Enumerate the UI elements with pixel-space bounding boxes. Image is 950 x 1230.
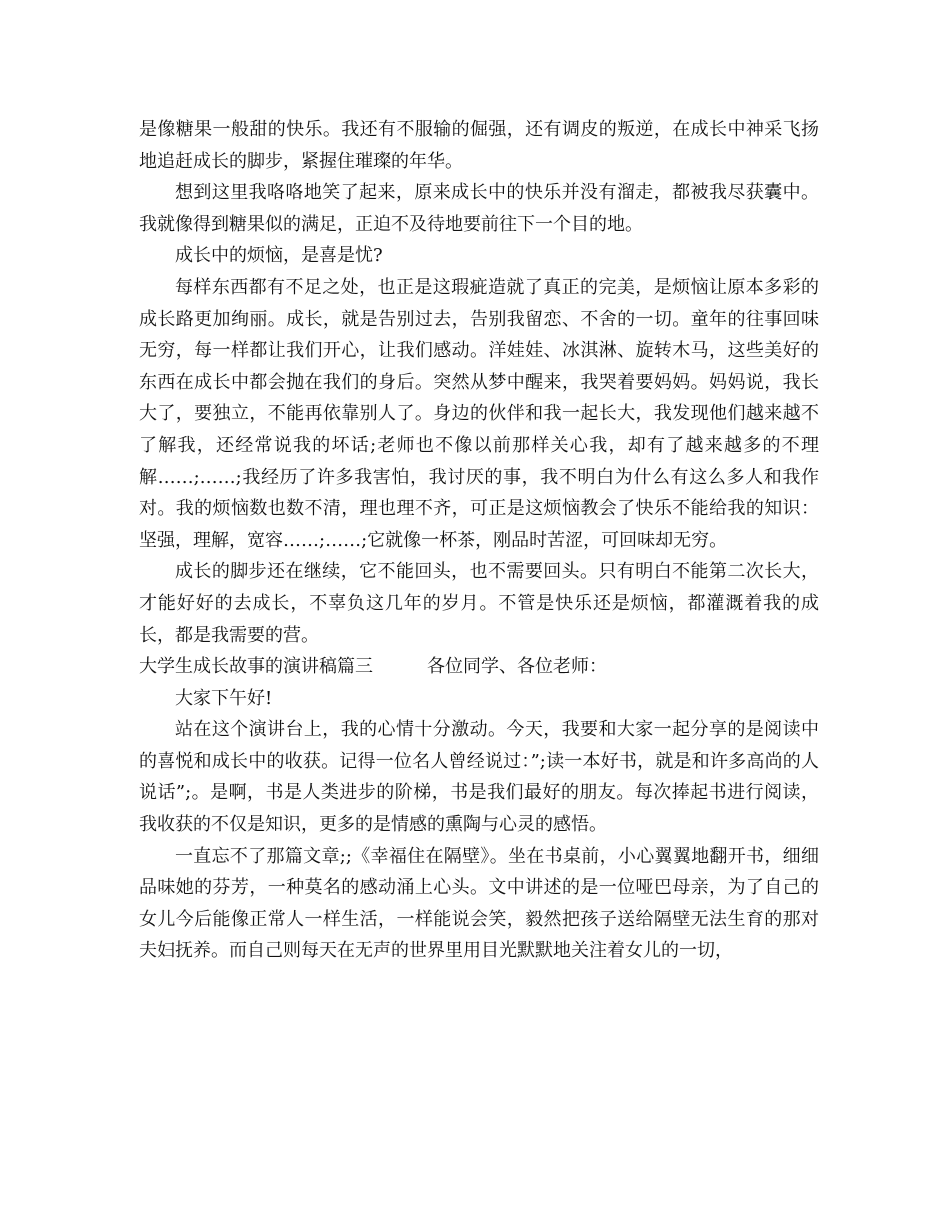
section-heading: 大学生成长故事的演讲稿篇三 各位同学、各位老师： bbox=[139, 656, 607, 678]
paragraph-3: 成长中的烦恼，是喜是忧? bbox=[175, 245, 383, 267]
paragraph-1: 是像糖果一般甜的快乐。我还有不服输的倔强，还有调皮的叛逆，在成长中神采飞扬地追赶成长的脚步，紧握住璀璨的年华。 bbox=[139, 119, 819, 172]
body-text bbox=[139, 114, 819, 967]
paragraph-7: 站在这个演讲台上，我的心情十分激动。今天，我要和大家一起分享的是阅读中的喜悦和成长中的收获。记得一位名人曾经说过：”;读一本好书，就是和许多高尚的人说话”;。是啊，书是人类进步的阶梯，书是我们最好的朋友。每次捧起书进行阅读，我收获的不仅是知识，更多的是情感的熏陶与心灵的感悟。 bbox=[139, 719, 819, 836]
paragraph-4: 每样东西都有不足之处，也正是这瑕疵造就了真正的完美，是烦恼让原本多彩的成长路更加绚丽。成长，就是告别过去，告别我留恋、不舍的一切。童年的往事回味无穷，每一样都让我们开心，让我们感动。洋娃娃、冰淇淋、旋转木马，这些美好的东西在成长中都会抛在我们的身后。突然从梦中醒来，我哭着要妈妈。妈妈说，我长大了，要独立，不能再依靠别人了。身边的伙伴和我一起长大，我发现他们越来越不了解我，还经常说我的坏话;老师也不像以前那样关心我，却有了越来越多的不理解……;……;我经历了许多我害怕，我讨厌的事，我不明白为什么有这么多人和我作对。我的烦恼数也数不清，理也理不齐，可正是这烦恼教会了快乐不能给我的知识：坚强，理解，宽容……;……;它就像一杯茶，刚品时苦涩，可回味却无穷。 bbox=[139, 276, 819, 551]
paragraph-2: 想到这里我咯咯地笑了起来，原来成长中的快乐并没有溜走，都被我尽获囊中。我就像得到糖果似的满足，正迫不及待地要前往下一个目的地。 bbox=[139, 182, 819, 235]
paragraph-greeting: 大家下午好! bbox=[175, 687, 273, 709]
paragraph-5: 成长的脚步还在继续，它不能回头，也不需要回头。只有明白不能第二次长大，才能好好的去成长，不辜负这几年的岁月。不管是快乐还是烦恼，都灌溉着我的成长，都是我需要的营。 bbox=[139, 561, 819, 646]
paragraph-8: 一直忘不了那篇文章;;《幸福住在隔壁》。坐在书桌前，小心翼翼地翻开书，细细品味她的芬芳，一种莫名的感动涌上心头。文中讲述的是一位哑巴母亲，为了自己的女儿今后能像正常人一样生活，一样能说会笑，毅然把孩子送给隔壁无法生育的那对夫妇抚养。而自己则每天在无声的世界里用目光默默地关注着女儿的一切， bbox=[139, 845, 819, 962]
